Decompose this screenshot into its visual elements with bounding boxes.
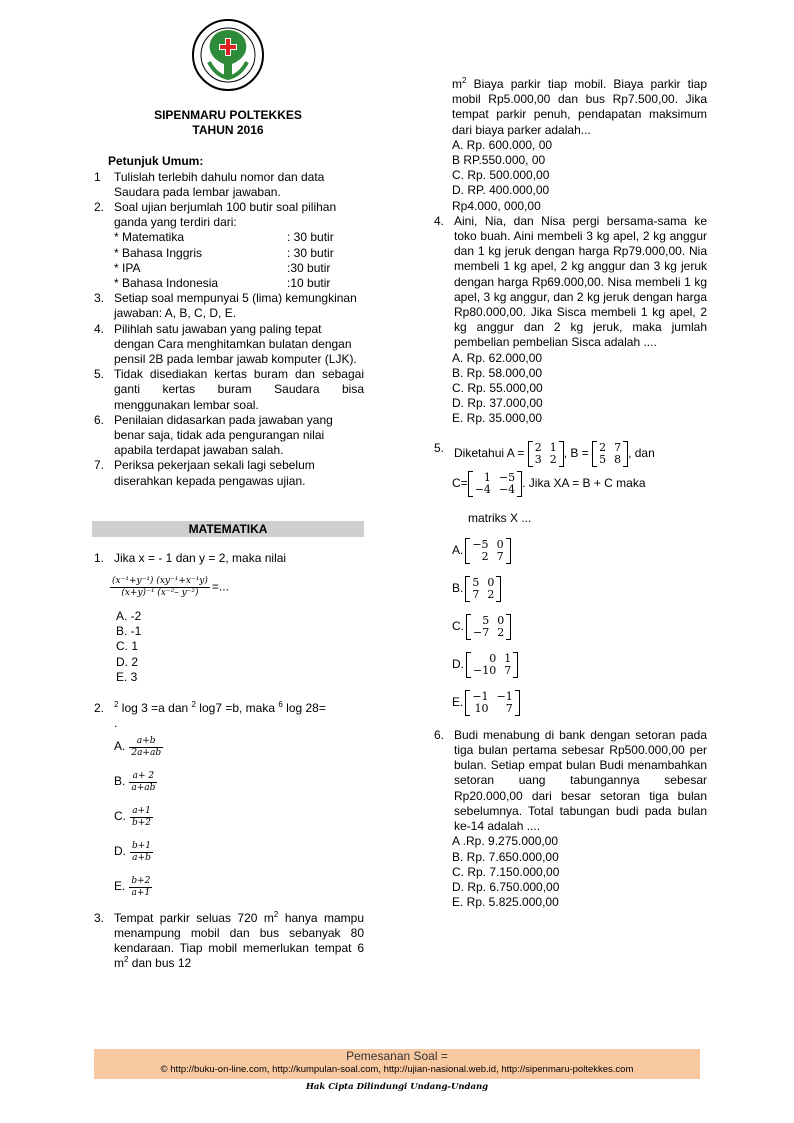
option[interactable]: D. 0 1 −10 7 [452, 652, 707, 678]
instructions-heading: Petunjuk Umum: [108, 154, 204, 169]
option[interactable]: A. Rp. 62.000,00 [452, 350, 543, 365]
option[interactable]: C. Rp. 55.000,00 [452, 381, 543, 396]
bakti-husada-logo-icon [191, 18, 265, 92]
option[interactable]: B. Rp. 7.650.000,00 [452, 849, 559, 864]
option[interactable]: D. 2 [116, 654, 139, 669]
instruction-item: 1 Tulislah terlebih dahulu nomor dan data Saudara pada lembar jawaban. [94, 169, 325, 199]
option[interactable]: C. $\frac{a+1}{b+2}$ [114, 805, 152, 828]
footer-links[interactable]: © http://buku-on-line.com, http://kumpulan-soal.com, http://ujian-nasional.web.id, http://sipenmaru-poltekkes.com [160, 1064, 634, 1075]
q1-expression: $\frac{\text{(x⁻¹+y⁻¹) (xy⁻¹+x⁻¹y)}}{\text{(x+y)⁻¹ (x⁻²– y⁻²)}}$ =... [112, 576, 229, 599]
option[interactable]: E. Rp. 5.825.000,00 [452, 895, 559, 910]
instruction-item: 3. Setiap soal mempunyai 5 (lima) kemungkinan jawaban: A, B, C, D, E. [94, 291, 357, 321]
footer-title: Pemesanan Soal = [346, 1049, 448, 1063]
instruction-item: 4. Pilihlah satu jawaban yang paling tepat dengan Cara menghitamkan bulatan dengan pensil 2B pada lembar jawab komputer (LJK). [94, 321, 357, 367]
doc-year: TAHUN 2016 [192, 123, 264, 138]
subject-row: * Bahasa Indonesia :10 butir [114, 276, 331, 291]
option[interactable]: A. Rp. 600.000, 00 [452, 137, 553, 152]
q3-options [432, 138, 707, 214]
q5-line3: matriks X ... [468, 510, 532, 525]
q5-line2: C= 1 −5 −4 −4 . Jika XA = B + C maka [452, 470, 646, 496]
subject-row: * Matematika : 30 butir [114, 230, 334, 245]
q4-options [432, 351, 707, 427]
option[interactable]: B. 5 0 7 2 [452, 576, 707, 602]
q5-options [432, 538, 707, 716]
matrix-b: 2 7 5 8 [592, 441, 628, 467]
option[interactable]: B RP.550.000, 00 [452, 153, 546, 168]
instruction-item: 5. Tidak disediakan kertas buram dan sebagai ganti kertas buram Saudara bisa menggunakan lembar soal. [94, 367, 364, 412]
option[interactable]: A. −5 0 2 7 [452, 538, 707, 564]
left-column [92, 18, 364, 971]
option[interactable]: A .Rp. 9.275.000,00 [452, 834, 559, 849]
question-1: 1. Jika x = - 1 dan y = 2, maka nilai [94, 550, 287, 565]
option[interactable]: C. Rp. 7.150.000,00 [452, 864, 560, 879]
copyright-notice: Hak Cipta Dilindungi Undang-Undang [305, 1082, 489, 1092]
option[interactable]: B. Rp. 58.000,00 [452, 365, 543, 380]
q1-fraction: $\frac{\text{(x⁻¹+y⁻¹) (xy⁻¹+x⁻¹y)}}{\text{(x+y)⁻¹ (x⁻²– y⁻²)}}$ [112, 576, 208, 599]
q6-options [432, 834, 707, 910]
right-column [432, 77, 707, 910]
question-4: 4. Aini, Nia, dan Nisa pergi bersama-sama ke toko buah. Aini membeli 3 kg apel, 2 kg anggur dan 1 kg jeruk dengan harga Rp79.000,00. Nia membeli 1 kg apel, 2 kg anggur dan 3 kg jeruk dengan harga Rp69.000,00. Nisa membeli 1 kg apel, 3 kg anggur, dan 2 kg jeruk dengan harga Rp80.000,00. Jika Sisca membeli 1 kg apel, 2 kg anggur dan 2 kg jeruk, maka jumlah pembelian pembelian Sisca adalah .... [434, 213, 707, 350]
q2-options [92, 736, 364, 899]
option[interactable]: D. Rp. 6.750.000,00 [452, 879, 560, 894]
question-3: 3. Tempat parkir seluas 720 $m^2$ hanya mampu menampung mobil dan bus sebanyak 80 kendaraan. Tiap mobil memerlukan tempat 6 $m^2$ dan bus 12 [94, 909, 364, 971]
option[interactable]: E. $\frac{b+2}{a+1}$ [114, 875, 151, 898]
option[interactable]: A. -2 [116, 609, 142, 624]
option[interactable]: E. Rp. 35.000,00 [452, 411, 543, 426]
matrix-c: 1 −5 −4 −4 [468, 471, 522, 497]
subject-row: * Bahasa Inggris : 30 butir [114, 245, 334, 260]
option[interactable]: D. RP. 400.000,00 [452, 183, 550, 198]
footer-banner [94, 1049, 700, 1079]
option[interactable]: D. $\frac{b+1}{a+b}$ [114, 840, 152, 863]
option[interactable]: B. $\frac{a+ 2}{a+ab}$ [114, 770, 156, 793]
option[interactable]: C. Rp. 500.000,00 [452, 168, 550, 183]
matrix-a: 2 1 3 2 [528, 441, 564, 467]
doc-title: SIPENMARU POLTEKKES [154, 108, 302, 122]
question-3-continued: $m^2$ Biaya parkir tiap mobil. Biaya parkir tiap mobil Rp5.000,00 dan bus Rp7.500,00. Jika tempat parkir penuh, pendapatan maksimum dari biaya parker adalah... [452, 76, 707, 137]
option[interactable]: E. 3 [116, 669, 138, 684]
question-2: 2. $^2$ log 3 =a dan $^2$ log7 =b, maka $^6$ log 28= . [94, 700, 326, 731]
instruction-item: 7. Periksa pekerjaan sekali lagi sebelum diserahkan kepada pengawas ujian. [94, 458, 315, 488]
instruction-item: 6. Penilaian didasarkan pada jawaban yang benar saja, tidak ada pengurangan nilai apabila terdapat jawaban salah. [94, 412, 333, 458]
instruction-item: 2. Soal ujian berjumlah 100 butir soal pilihan ganda yang terdiri dari: [94, 200, 337, 230]
question-6: 6. Budi menabung di bank dengan setoran pada tiga bulan pertama sebesar Rp500.000,00 per bulan. Setiap empat bulan Budi menambahkan setoran uang tabungannya sebesar Rp20.000,00 dari besar setoran tiga bulan sebelumnya. Total tabungan budi pada bulan ke-14 adalah .... [434, 727, 707, 834]
question-5: 5. Diketahui A = 2 1 3 2 , B = 2 7 5 8 , dan [434, 440, 655, 466]
q1-options [92, 609, 364, 685]
option[interactable]: B. -1 [116, 624, 142, 639]
option[interactable]: E. −1 −1 10 7 [452, 690, 707, 716]
option[interactable]: A. $\frac{a+b}{2a+ab}$ [114, 735, 162, 758]
option[interactable]: C. 5 0 −7 2 [452, 614, 707, 640]
subject-row: * IPA :30 butir [114, 260, 331, 275]
option[interactable]: D. Rp. 37.000,00 [452, 396, 543, 411]
option[interactable]: Rp4.000, 000,00 [452, 198, 541, 213]
section-banner: MATEMATIKA [92, 521, 364, 537]
option[interactable]: C. 1 [116, 639, 139, 654]
